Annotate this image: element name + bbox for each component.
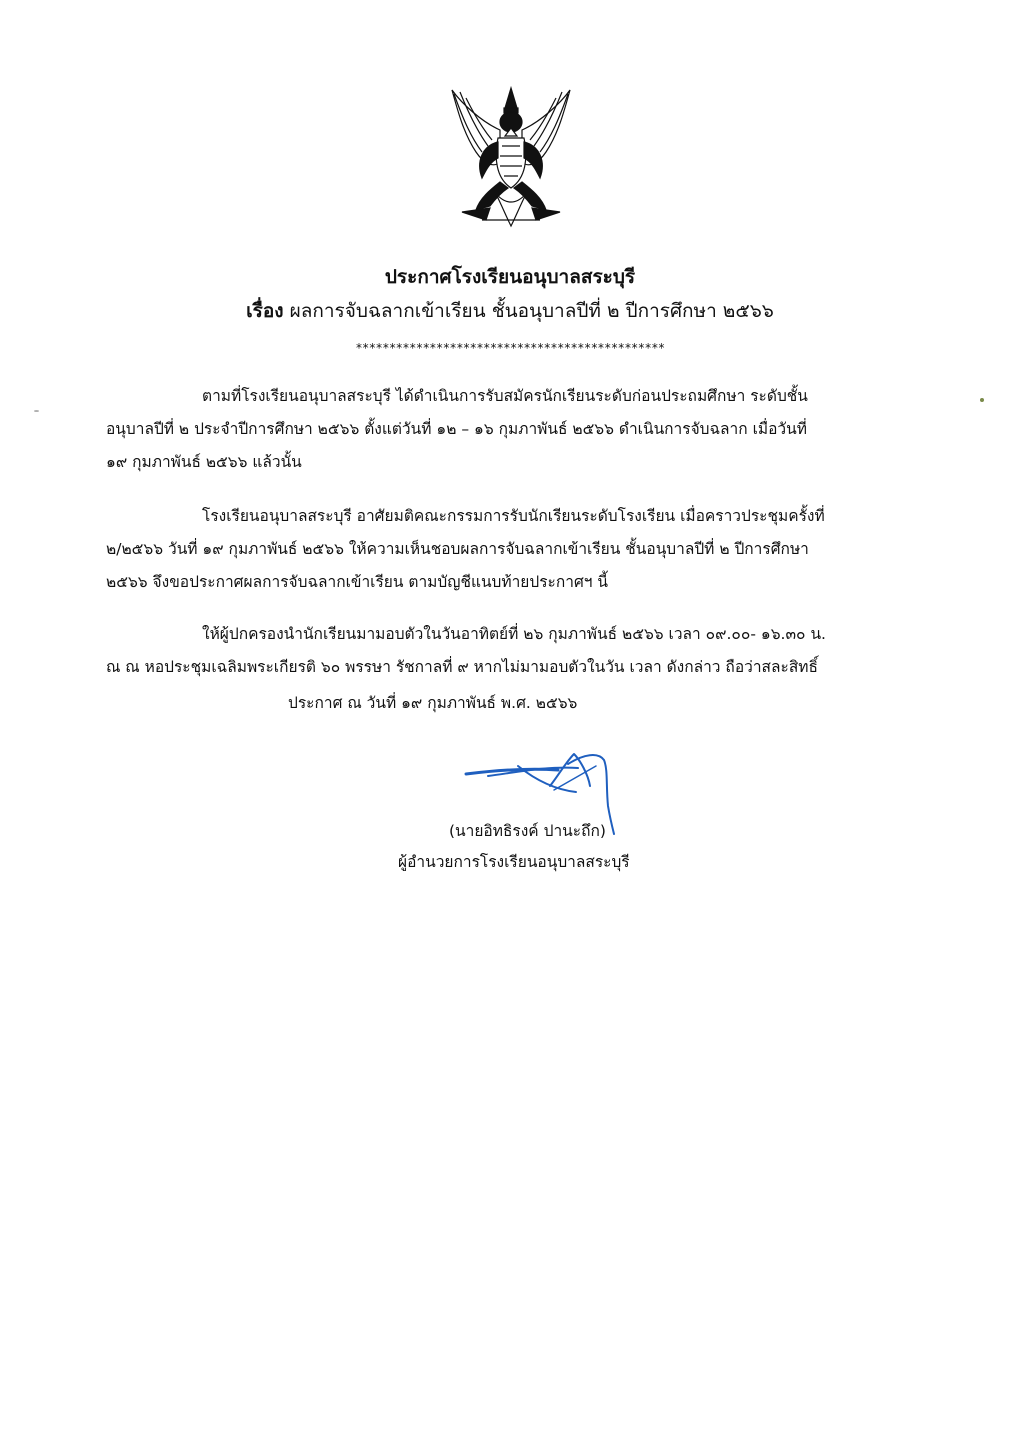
paragraph-1	[106, 380, 916, 479]
subject-line	[0, 296, 1020, 326]
paragraph-3-line-2: ณ ณ หอประชุมเฉลิมพระเกียรติ ๖๐ พรรษา รัชกาลที่ ๙ หากไม่มามอบตัวในวัน เวลา ดังกล่าว ถือว่าสละสิทธิ์	[106, 658, 818, 676]
separator-line: **********************************************	[355, 341, 665, 355]
paragraph-2-line-3: ๒๕๖๖ จึงขอประกาศผลการจับฉลากเข้าเรียน ตามบัญชีแนบท้ายประกาศฯ นี้	[106, 573, 609, 591]
paragraph-2-line-2: ๒/๒๕๖๖ วันที่ ๑๙ กุมภาพันธ์ ๒๕๖๖ ให้ความเห็นชอบผลการจับฉลากเข้าเรียน ชั้นอนุบาลปีที่ ๒ ปีการศึกษา	[106, 540, 809, 558]
subject-text: ผลการจับฉลากเข้าเรียน ชั้นอนุบาลปีที่ ๒ ปีการศึกษา ๒๕๖๖	[289, 300, 774, 322]
signatory-position: ผู้อำนวยการโรงเรียนอนุบาลสระบุรี	[398, 853, 630, 871]
scan-speck	[34, 410, 39, 412]
paragraph-1-line-2: อนุบาลปีที่ ๒ ประจำปีการศึกษา ๒๕๖๖ ตั้งแต่วันที่ ๑๒ – ๑๖ กุมภาพันธ์ ๒๕๖๖ ดำเนินการจับฉลาก เมื่อวันที่	[106, 420, 807, 438]
paragraph-2	[106, 500, 916, 599]
subject-label: เรื่อง	[246, 300, 284, 322]
paragraph-1-line-1: ตามที่โรงเรียนอนุบาลสระบุรี ได้ดำเนินการรับสมัครนักเรียนระดับก่อนประถมศึกษา ระดับชั้น	[202, 387, 808, 405]
paragraph-2-line-1: โรงเรียนอนุบาลสระบุรี อาศัยมติคณะกรรมการรับนักเรียนระดับโรงเรียน เมื่อคราวประชุมครั้งที่	[202, 507, 825, 525]
paragraph-3	[106, 618, 916, 684]
garuda-emblem-icon	[442, 82, 580, 232]
document-title: ประกาศโรงเรียนอนุบาลสระบุรี	[384, 266, 636, 288]
signatory-name: (นายอิทธิรงค์ ปานะถึก)	[449, 822, 606, 840]
announcement-date: ประกาศ ณ วันที่ ๑๙ กุมภาพันธ์ พ.ศ. ๒๕๖๖	[288, 694, 578, 712]
paragraph-1-line-3: ๑๙ กุมภาพันธ์ ๒๕๖๖ แล้วนั้น	[106, 453, 302, 471]
scan-speck	[980, 398, 984, 402]
paragraph-3-line-1: ให้ผู้ปกครองนำนักเรียนมามอบตัวในวันอาทิตย์ที่ ๒๖ กุมภาพันธ์ ๒๕๖๖ เวลา ๐๙.๐๐- ๑๖.๓๐ น.	[202, 625, 826, 643]
